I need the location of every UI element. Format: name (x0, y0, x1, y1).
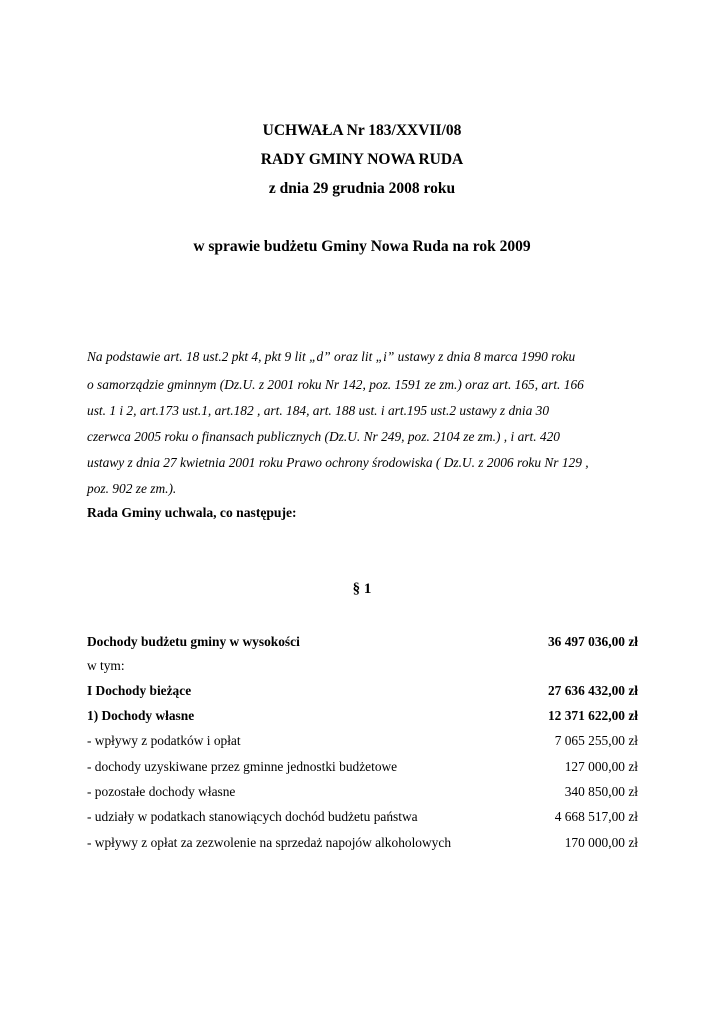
preamble-line: o samorządzie gminnym (Dz.U. z 2001 roku Nr 142, poz. 1591 ze zm.) oraz art. 165, art. 166 (87, 377, 584, 392)
preamble-line: czerwca 2005 roku o finansach publicznych (Dz.U. Nr 249, poz. 2104 ze zm.) , i art. 420 (87, 429, 560, 444)
row-amount: 127 000,00 zł (564, 759, 638, 774)
row-amount: 170 000,00 zł (564, 835, 638, 850)
resolution-date: z dnia 29 grudnia 2008 roku (268, 180, 456, 197)
row-amount: 4 668 517,00 zł (554, 809, 638, 824)
row-amount: 27 636 432,00 zł (547, 683, 638, 698)
budget-row-own-income (87, 707, 638, 725)
budget-row-taxes (87, 732, 638, 750)
preamble-line: Na podstawie art. 18 ust.2 pkt 4, pkt 9 lit „d” oraz lit „i” ustawy z dnia 8 marca 1990 roku (87, 349, 576, 364)
row-amount: 12 371 622,00 zł (547, 708, 638, 723)
row-label: I Dochody bieżące (87, 683, 192, 698)
budget-row-including (87, 657, 638, 675)
budget-row-alcohol-permits (87, 834, 638, 852)
council-name: RADY GMINY NOWA RUDA (260, 151, 464, 168)
row-label: w tym: (87, 658, 125, 673)
preamble-line: ust. 1 i 2, art.173 ust.1, art.182 , art. 184, art. 188 ust. i art.195 ust.2 ustawy z dnia 30 (87, 403, 550, 418)
council-resolves: Rada Gminy uchwala, co następuje: (87, 505, 297, 520)
budget-row-state-tax-shares (87, 808, 638, 826)
row-label: - pozostałe dochody własne (87, 784, 236, 799)
row-label: - wpływy z opłat za zezwolenie na sprzedaż napojów alkoholowych (87, 835, 452, 850)
section-mark: § 1 (352, 581, 372, 597)
budget-row-current-income (87, 682, 638, 700)
row-amount: 7 065 255,00 zł (554, 733, 638, 748)
budget-row-units (87, 758, 638, 776)
row-label: - dochody uzyskiwane przez gminne jednostki budżetowe (87, 759, 398, 774)
row-amount: 340 850,00 zł (564, 784, 638, 799)
preamble-line: poz. 902 ze zm.). (87, 481, 177, 496)
row-label: - udziały w podatkach stanowiących dochód budżetu państwa (87, 809, 418, 824)
budget-row-total-income (87, 633, 638, 651)
budget-row-other-own (87, 783, 638, 801)
row-amount: 36 497 036,00 zł (547, 634, 638, 649)
preamble-line: ustawy z dnia 27 kwietnia 2001 roku Prawo ochrony środowiska ( Dz.U. z 2006 roku Nr 129 , (87, 455, 589, 470)
row-label: 1) Dochody własne (87, 708, 195, 723)
resolution-subject: w sprawie budżetu Gminy Nowa Ruda na rok 2009 (193, 238, 531, 255)
resolution-number: UCHWAŁA Nr 183/XXVII/08 (262, 122, 462, 139)
row-label: Dochody budżetu gminy w wysokości (87, 634, 300, 649)
row-label: - wpływy z podatków i opłat (87, 733, 241, 748)
